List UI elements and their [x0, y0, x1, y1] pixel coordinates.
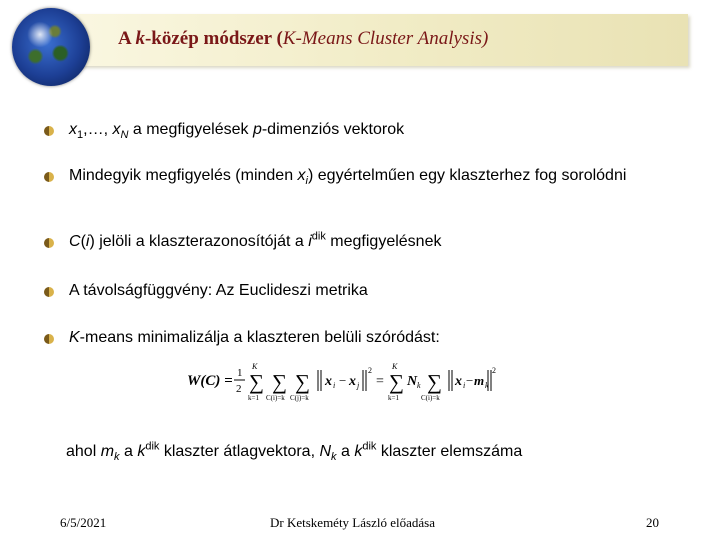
bullet-text: K-means minimalizálja a klaszteren belüli szóródást:: [69, 329, 440, 346]
formula-xj: x: [349, 374, 356, 389]
slide-title: A k-közép módszer (K-Means Cluster Analysis): [118, 28, 489, 49]
bullet-icon: [44, 334, 54, 344]
bullet-icon: [44, 238, 54, 248]
formula-mk: m: [474, 373, 485, 388]
globe-icon: [12, 8, 90, 86]
bullet-icon: [44, 172, 54, 182]
formula-xi-sub: i: [333, 381, 336, 390]
formula-xj-sub: j: [357, 381, 360, 390]
formula-nk: N: [407, 374, 418, 389]
bullet-text: Mindegyik megfigyelés (minden $x_i$) egyértelműen egy klaszterhez fog sorolódni: [69, 167, 627, 188]
formula-frac-num: 1: [237, 367, 243, 379]
formula-xi2: x: [455, 374, 462, 389]
formula-square2: 2: [492, 366, 496, 375]
bullet-icon: [44, 287, 54, 297]
bullet-icon: [44, 126, 54, 136]
bullet-text: A távolságfüggvény: Az Euclideszi metrika: [69, 282, 368, 299]
formula-sum2-bottom: C(i)=k: [266, 394, 285, 402]
formula-lhs: W(C) =: [187, 373, 233, 389]
formula-minus2: −: [466, 373, 474, 388]
formula-sum1: ∑: [249, 370, 264, 394]
footer-date: 6/5/2021: [60, 515, 107, 530]
formula-sum1-top: K: [252, 362, 258, 371]
formula-note: ahol $m_k$ a $k^{dik}$ klaszter átlagvektora, $N_k$ a $k^{dik}$ klaszter elemszáma: [66, 440, 523, 464]
formula-sum4-top: K: [392, 362, 398, 371]
formula-wc: [185, 358, 495, 408]
formula-sum3: ∑: [295, 370, 310, 394]
formula-nk-sub: k: [417, 381, 421, 390]
formula-frac-den: 2: [236, 383, 242, 395]
formula-sum3-bottom: C(j)=k: [290, 394, 309, 402]
formula-xi: x: [325, 374, 332, 389]
footer-author: Dr Ketskeméty László előadása: [270, 515, 435, 530]
footer-page-number: 20: [646, 515, 659, 530]
bullet-text: C(i) jelöli a klaszterazonosítóját a $i^{dik}$ megfigyelésnek: [69, 230, 442, 250]
formula-sum5: ∑: [427, 370, 442, 394]
formula-mk-sub: k: [485, 381, 489, 390]
formula-sum2: ∑: [272, 370, 287, 394]
bullet-text: $x_1,\dots$, $x_N$ a megfigyelések p-dimenziós vektorok: [69, 121, 405, 142]
formula-sum4-bottom: k=1: [388, 394, 399, 402]
formula-sum4: ∑: [389, 370, 404, 394]
formula-square: 2: [368, 366, 372, 375]
formula-equals: =: [376, 374, 384, 389]
formula-xi2-sub: i: [463, 381, 466, 390]
formula-sum1-bottom: k=1: [248, 394, 259, 402]
formula-sum5-bottom: C(i)=k: [421, 394, 440, 402]
formula-minus: −: [339, 373, 347, 388]
